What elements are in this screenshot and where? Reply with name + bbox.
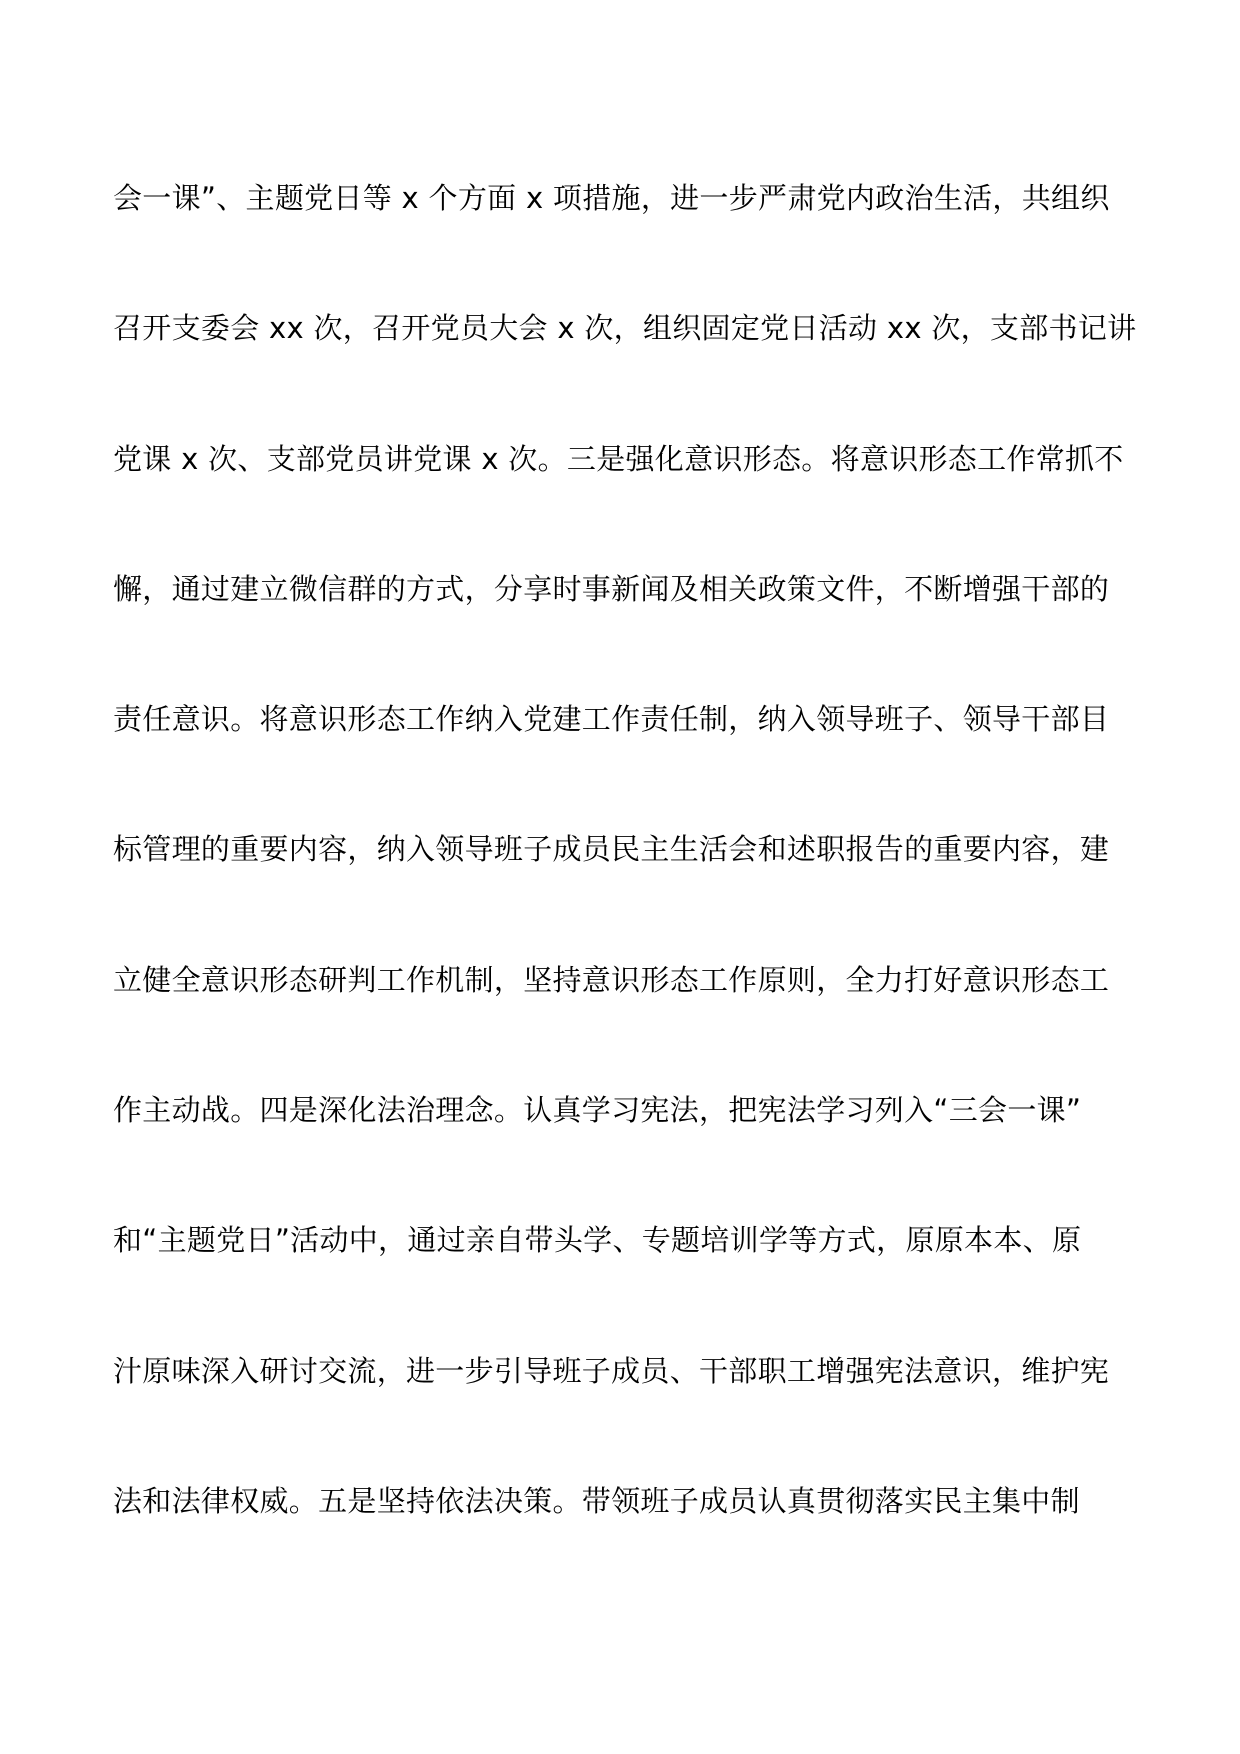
text-line: 标管理的重要内容，纳入领导班子成员民主生活会和述职报告的重要内容，建 [113,832,1110,867]
text-line: 责任意识。将意识形态工作纳入党建工作责任制，纳入领导班子、领导干部目 [113,702,1110,737]
text-line: 党课 x 次、支部党员讲党课 x 次。三是强化意识形态。将意识形态工作常抓不 [113,441,1124,476]
text-line: 和“主题党日”活动中，通过亲自带头学、专题培训学等方式，原原本本、原 [113,1223,1082,1258]
text-line: 召开支委会 xx 次，召开党员大会 x 次，组织固定党日活动 xx 次，支部书记讲 [113,311,1137,346]
text-line: 会一课”、主题党日等 x 个方面 x 项措施，进一步严肃党内政治生活，共组织 [113,181,1110,215]
body-paragraph [113,170,1137,1603]
text-line: 作主动战。四是深化法治理念。认真学习宪法，把宪法学习列入“三会一课” [113,1093,1082,1128]
text-line: 法和法律权威。五是坚持依法决策。带领班子成员认真贯彻落实民主集中制 [113,1483,1080,1518]
text-line: 汁原味深入研讨交流，进一步引导班子成员、干部职工增强宪法意识，维护宪 [113,1353,1110,1388]
text-line: 懈，通过建立微信群的方式，分享时事新闻及相关政策文件，不断增强干部的 [113,571,1110,606]
text-line: 立健全意识形态研判工作机制，坚持意识形态工作原则，全力打好意识形态工 [113,962,1110,997]
